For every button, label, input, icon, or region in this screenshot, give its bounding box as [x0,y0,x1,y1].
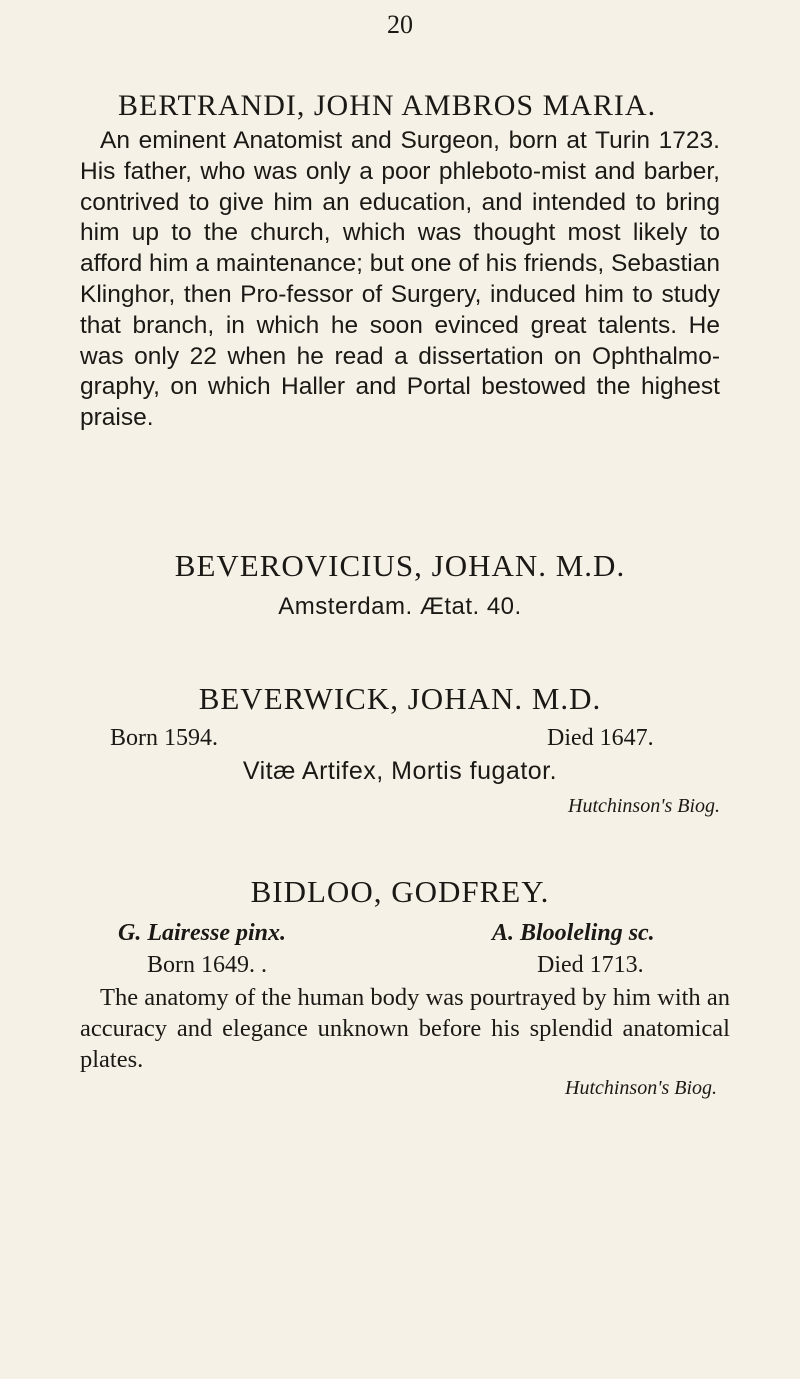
born-date: Born 1649. . [147,952,267,978]
entry-text: An eminent Anatomist and Surgeon, born at Turin 1723. His father, who was only a poor phleboto-mist and barber, contrived to give him an education, and intended to bring him up to the church, which was thought most likely to afford him a maintenance; but one of his friends, Sebastian Klinghor, then Pro-fessor of Surgery, induced him to study that branch, in which he soon evinced great talents. He was only 22 when he read a dissertation on Ophthalmo-graphy, on which Haller and Portal bestowed the highest praise. [80,127,720,432]
source-citation: Hutchinson's Biog. [568,795,721,817]
entry-text: The anatomy of the human body was pourtrayed by him with an accuracy and elegance unknown before his splendid anatomical plates. [80,984,730,1073]
entry-bertrandi [80,88,720,434]
source-citation: Hutchinson's Biog. [565,1077,718,1099]
died-date: Died 1713. [537,952,644,978]
painter-credit: G. Lairesse pinx. [118,920,286,946]
entry-heading-bidloo: BIDLOO, GODFREY. [250,874,550,909]
entry-heading-beverovicius: BEVEROVICIUS, JOHAN. M.D. [174,548,626,583]
page-number: 20 [387,10,413,39]
born-date: Born 1594. [110,725,218,751]
died-date: Died 1647. [547,725,654,751]
engraver-credit: A. Blooleling sc. [492,920,655,946]
entry-heading: BERTRANDI, JOHN AMBROS MARIA. [118,89,657,122]
motto: Vitæ Artifex, Mortis fugator. [242,757,558,785]
entry-subtitle-beverovicius: Amsterdam. Ætat. 40. [278,593,522,620]
entry-heading-beverwick: BEVERWICK, JOHAN. M.D. [198,681,602,716]
